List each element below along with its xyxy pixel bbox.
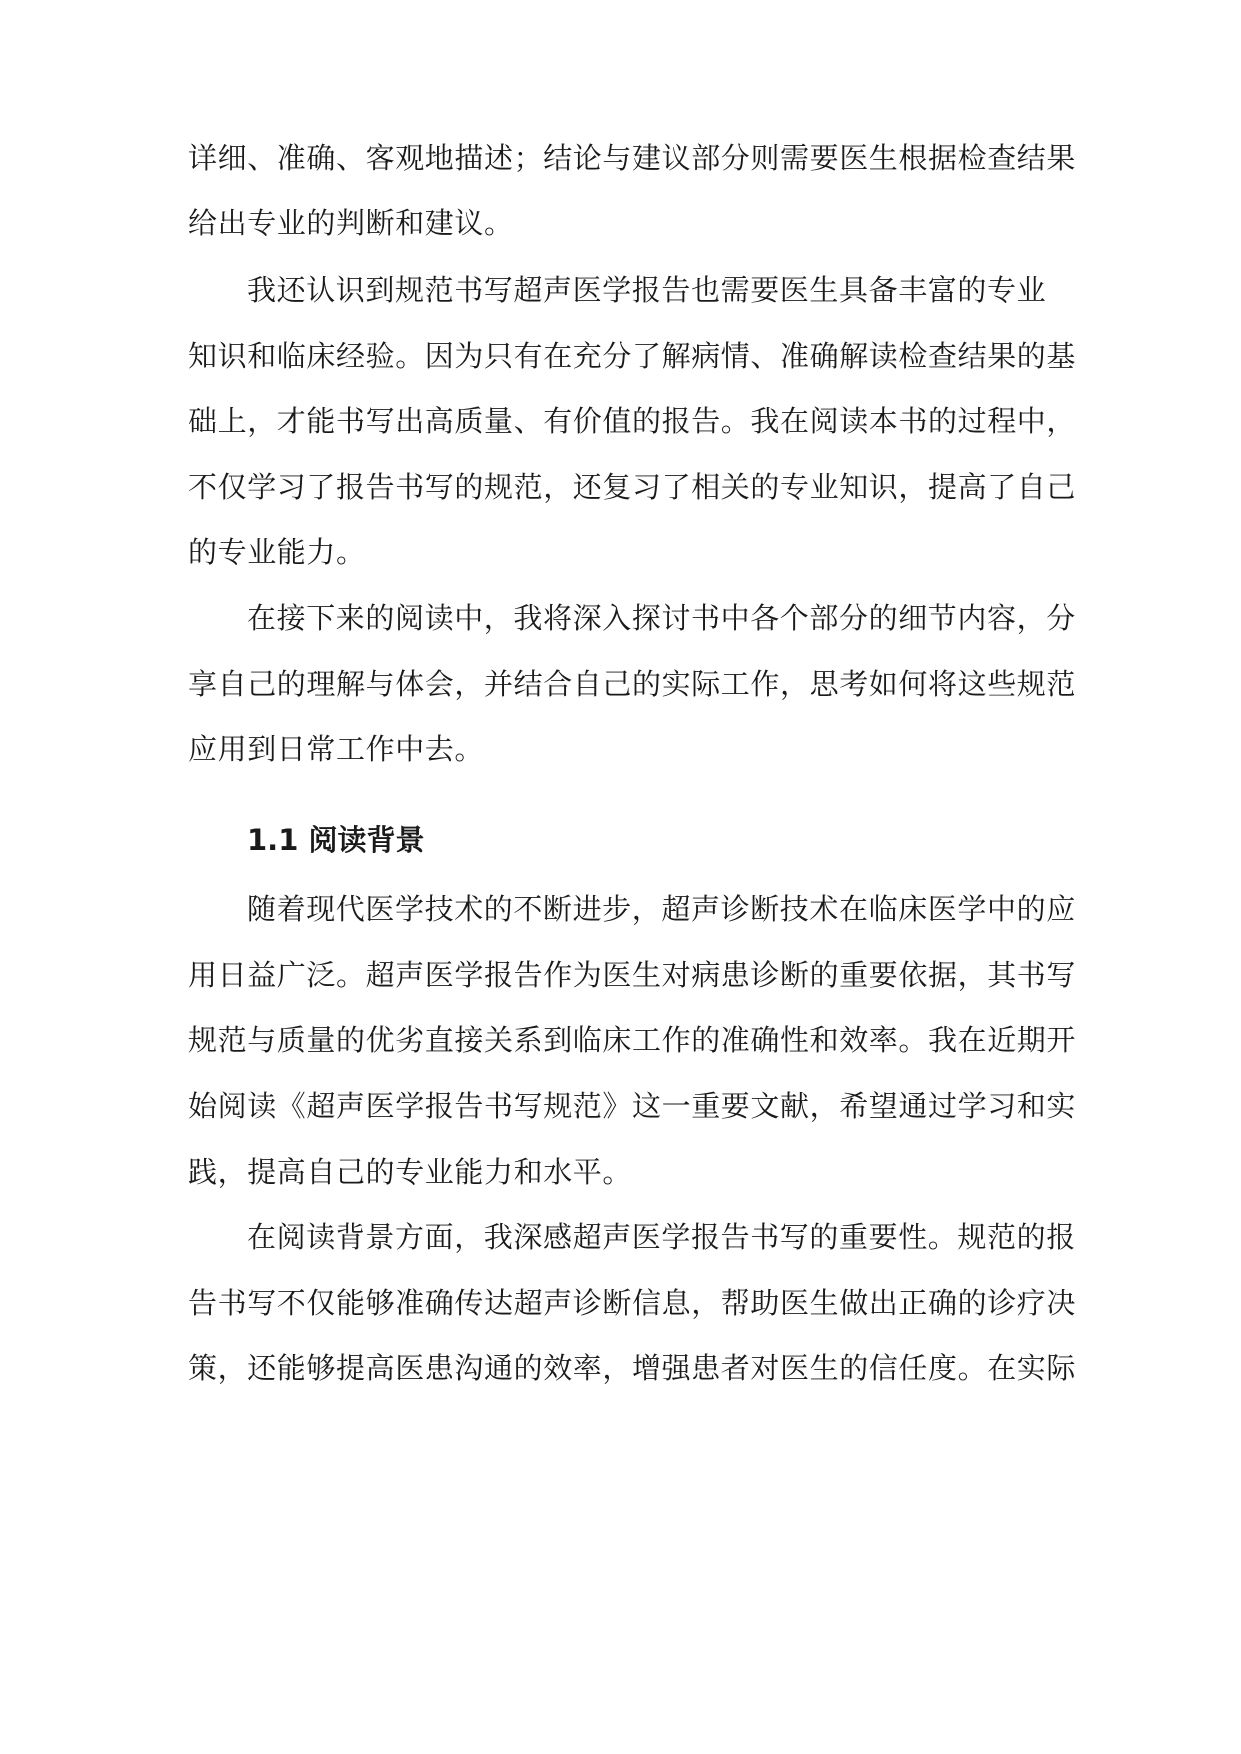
paragraph-line: 享自己的理解与体会，并结合自己的实际工作，思考如何将这些规范 [188,667,1077,701]
paragraph-line: 的专业能力。 [188,535,366,569]
paragraph-line: 始阅读《超声医学报告书写规范》这一重要文献，希望通过学习和实 [188,1089,1077,1123]
paragraph-line: 详细、准确、客观地描述；结论与建议部分则需要医生根据检查结果 [188,141,1077,175]
paragraph-line: 告书写不仅能够准确传达超声诊断信息，帮助医生做出正确的诊疗决 [188,1286,1077,1320]
paragraph-line: 规范与质量的优劣直接关系到临床工作的准确性和效率。我在近期开 [188,1023,1077,1057]
paragraph-line: 在接下来的阅读中，我将深入探讨书中各个部分的细节内容，分 [247,601,1076,635]
paragraph-line: 在阅读背景方面，我深感超声医学报告书写的重要性。规范的报 [247,1220,1076,1254]
paragraph-line: 随着现代医学技术的不断进步，超声诊断技术在临床医学中的应 [247,892,1076,926]
paragraph-line: 给出专业的判断和建议。 [188,206,514,240]
paragraph-line: 策，还能够提高医患沟通的效率，增强患者对医生的信任度。在实际 [188,1351,1077,1385]
section-heading: 1.1 阅读背景 [247,823,425,857]
paragraph-line: 知识和临床经验。因为只有在充分了解病情、准确解读检查结果的基 [188,339,1077,373]
paragraph-line: 践，提高自己的专业能力和水平。 [188,1155,633,1189]
paragraph-line: 不仅学习了报告书写的规范，还复习了相关的专业知识，提高了自己 [188,470,1077,504]
paragraph-line: 用日益广泛。超声医学报告作为医生对病患诊断的重要依据，其书写 [188,958,1077,992]
paragraph-line: 应用到日常工作中去。 [188,732,485,766]
paragraph-line: 我还认识到规范书写超声医学报告也需要医生具备丰富的专业 [247,273,1047,307]
paragraph-line: 础上，才能书写出高质量、有价值的报告。我在阅读本书的过程中， [188,404,1077,438]
